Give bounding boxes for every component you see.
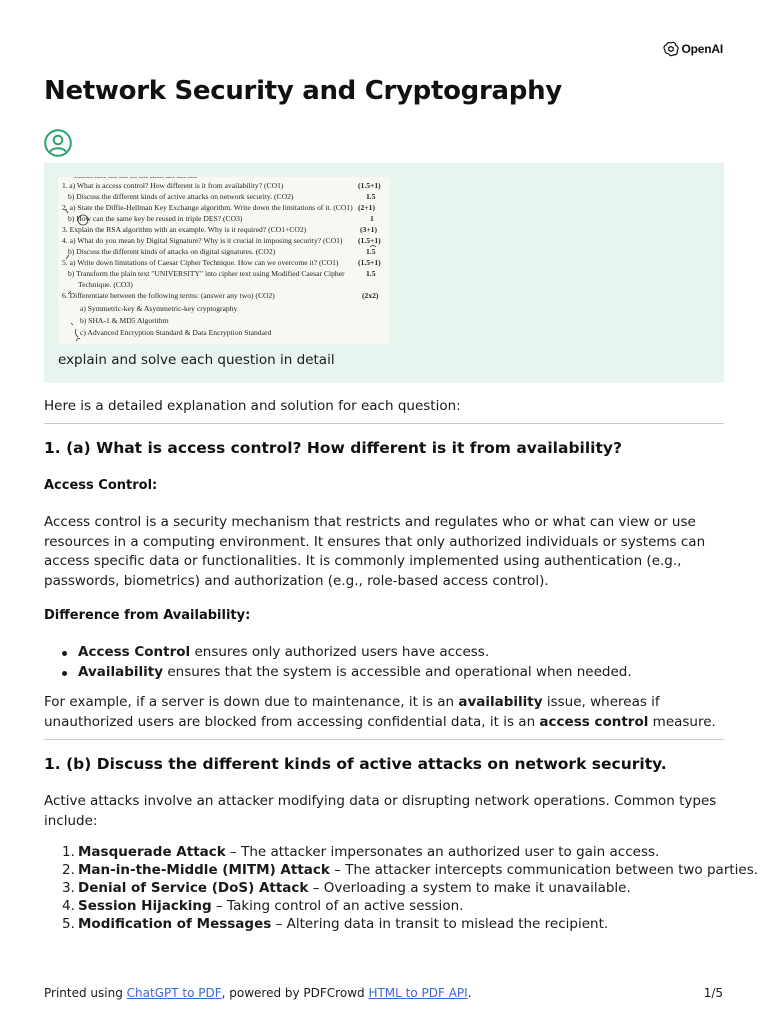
question-line-4: b) How can the same key be reused in triple DES? (CO3) [68,214,243,223]
question-marks-1: (1.5+1) [358,181,381,190]
question-line-9: b) Transform the plain text "UNIVERSITY" into cipher text using Modified Caesar Cipher [68,269,345,278]
list-item: 2. Man-in-the-Middle (MITM) Attack – The attacker intercepts communication between two parties. [62,862,759,878]
question-paper-image[interactable] [58,177,390,344]
active-attacks-list [44,843,758,933]
section-heading-1b: 1. (b) Discuss the different kinds of active attacks on network security. [44,755,667,773]
difference-list [44,643,632,682]
question-marks-2: 1.5 [366,192,376,201]
list-item: 4. Session Hijacking – Taking control of an active session. [62,898,464,914]
active-attacks-intro: Active attacks involve an attacker modifying data or disrupting network operations. Common types include: [44,793,717,829]
question-line-7: b) Discuss the different kinds of attacks on digital signatures. (CO2) [68,247,276,256]
question-marks-6: (1.5+1) [358,236,381,245]
question-marks-9: 1.5 [366,269,376,278]
section-heading-1a: 1. (a) What is access control? How different is it from availability? [44,439,622,457]
cropped-top-text: -------- ----- ---- ---- --- ---- ------ ---- ---- ---- [74,177,197,181]
question-marks-7: 1.5 [366,247,376,256]
question-line-3: 2. a) State the Diffie-Hellman Key Exchange algorithm. Write down the limitations of it. (CO1) [62,203,353,212]
page-title: Network Security and Cryptography [44,76,562,106]
user-message [44,163,724,383]
answer-intro: Here is a detailed explanation and solution for each question: [44,398,461,414]
access-control-paragraph: Access control is a security mechanism that restricts and regulates who or what can view or use resources in a computing environment. It ensures that only authorized individuals or systems can access specific data or functionalities. It is commonly implemented using authentication (e.g., passwords, biometrics) and authorization (e.g., role-based access control). [44,514,706,589]
list-item: Access Control ensures only authorized users have access. [44,643,632,663]
question-line-10: Technique. (CO3) [78,280,133,289]
section-divider [44,423,724,424]
question-line-1: 1. a) What is access control? How different is it from availability? (CO1) [62,181,284,190]
difference-label: Difference from Availability: [44,608,251,623]
question-line-13: b) SHA-1 & MD5 Algorithm [80,316,169,325]
user-avatar-icon [44,129,72,157]
openai-logo-icon [663,41,679,57]
page-number: 1/5 [703,986,723,1000]
list-item: 5. Modification of Messages – Altering data in transit to mislead the recipient. [62,916,609,932]
question-line-14: c) Advanced Encryption Standard & Data Encryption Standard [80,328,272,337]
question-line-8: 5. a) Write down limitations of Caesar Cipher Technique. How can we overcome it? (CO1) [62,258,339,267]
question-line-11: 6. Differentiate between the following terms: (answer any two) (CO2) [62,291,275,300]
brand-name: OpenAI [681,42,723,56]
question-line-12: a) Symmetric-key & Asymmetric-key cryptography [80,304,238,313]
question-marks-3: (2+1) [358,203,375,212]
list-item: Availability ensures that the system is accessible and operational when needed. [44,663,632,683]
question-marks-4: 1 [370,214,374,223]
question-marks-11: (2x2) [362,291,379,300]
question-line-5: 3. Explain the RSA algorithm with an example. Why is it required? (CO1+CO2) [62,225,307,234]
access-control-label: Access Control: [44,478,158,493]
example-paragraph: For example, if a server is down due to maintenance, it is an availability issue, whereas if unauthorized users are blocked from accessing confidential data, it is an access control measure. [44,694,716,730]
user-prompt-text: explain and solve each question in detail [58,352,335,368]
question-marks-8: (1.5+1) [358,258,381,267]
print-footer: Printed using ChatGPT to PDF, powered by PDFCrowd HTML to PDF API. [44,986,472,1000]
list-item: 1. Masquerade Attack – The attacker impersonates an authorized user to gain access. [62,844,660,860]
question-line-6: 4. a) What do you mean by Digital Signature? Why is it crucial in imposing security? (CO1) [62,236,343,245]
question-line-2: b) Discuss the different kinds of active attacks on network security. (CO2) [68,192,294,201]
question-marks-5: (3+1) [360,225,377,234]
list-item: 3. Denial of Service (DoS) Attack – Overloading a system to make it unavailable. [62,880,631,896]
chatgpt-to-pdf-link[interactable]: ChatGPT to PDF [126,986,222,1000]
html-to-pdf-api-link[interactable]: HTML to PDF API [368,986,468,1000]
section-divider [44,739,724,740]
brand [663,41,723,57]
